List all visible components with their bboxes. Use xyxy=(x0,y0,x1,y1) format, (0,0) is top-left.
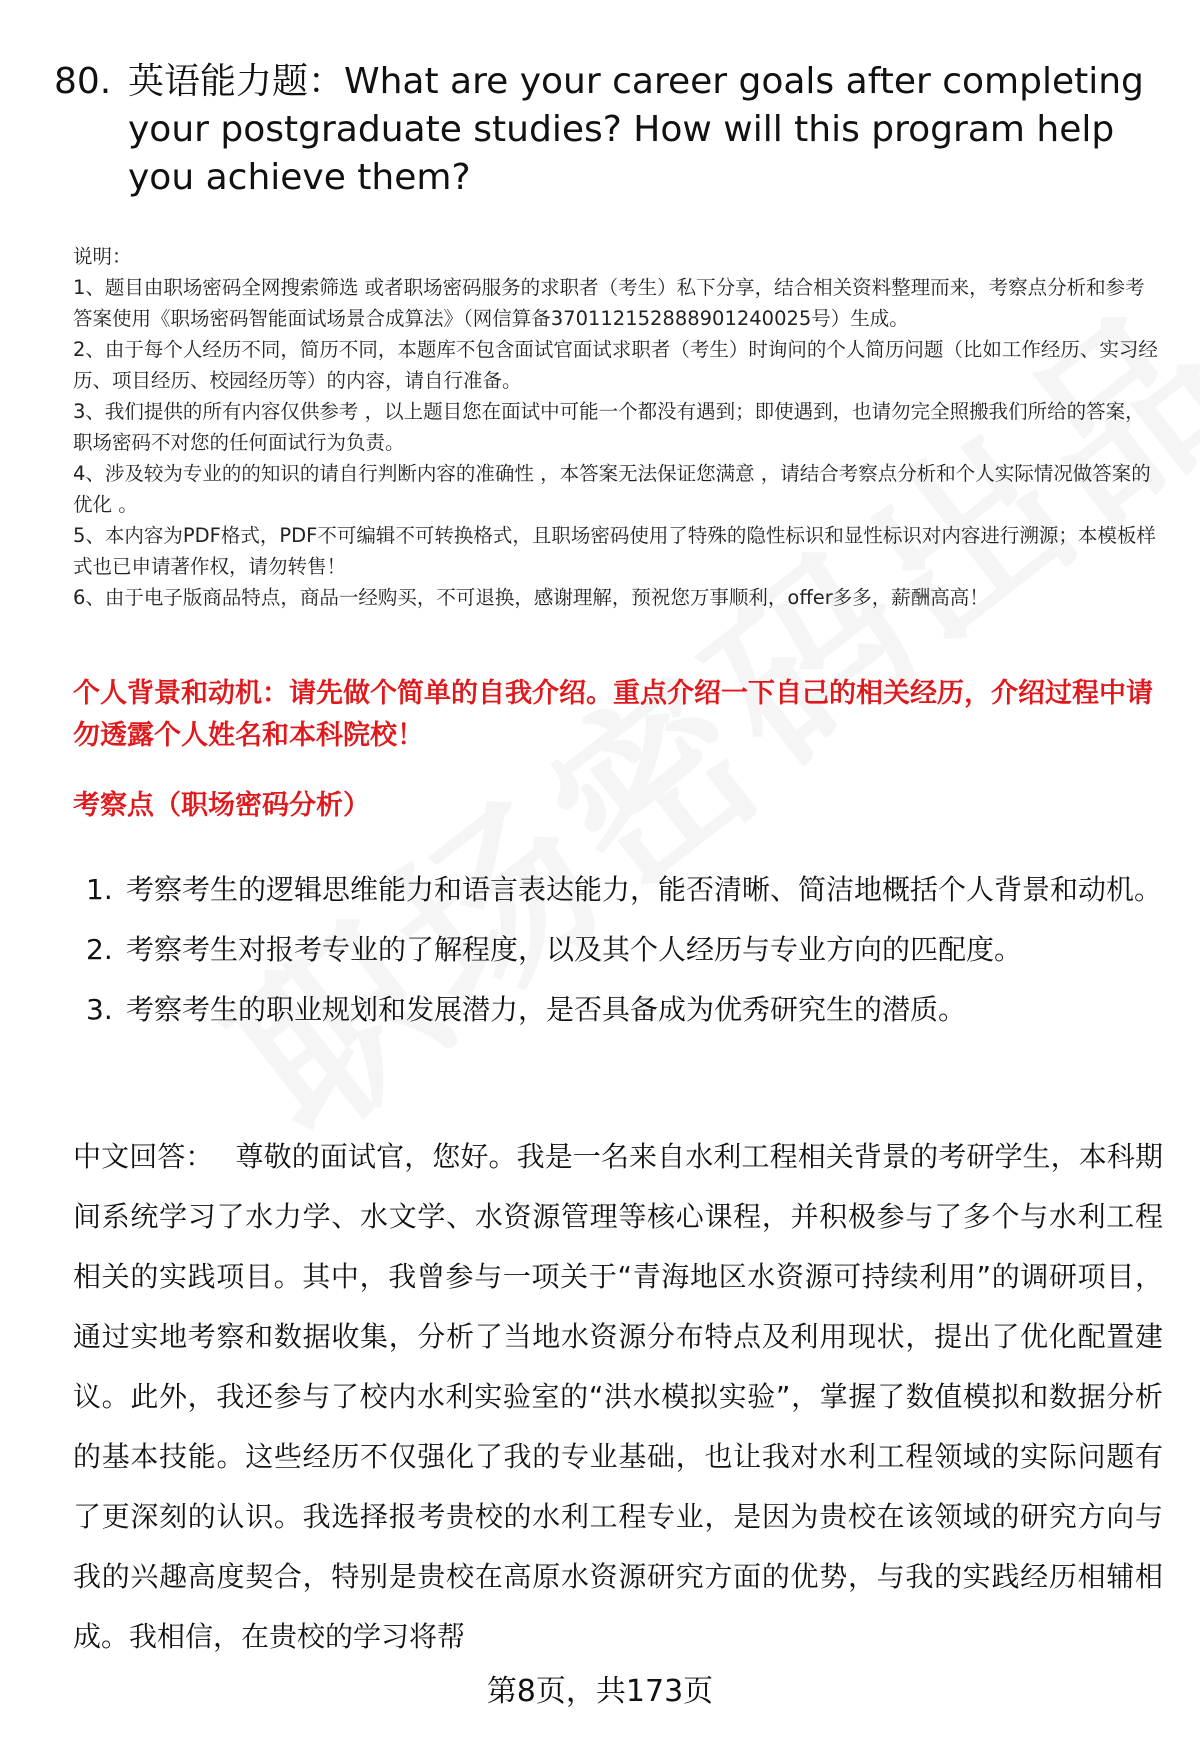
answer-text: 尊敬的面试官，您好。我是一名来自水利工程相关背景的考研学生，本科期间系统学习了水力学、水文学、水资源管理等核心课程，并积极参与了多个与水利工程相关的实践项目。其中，我曾参与一项关于“青海地区水资源可持续利用”的调研项目，通过实地考察和数据收集，分析了当地水资源分布特点及利用现状，提出了优化配置建议。此外，我还参与了校内水利实验室的“洪水模拟实验”，掌握了数值模拟和数据分析的基本技能。这些经历不仅强化了我的专业基础，也让我对水利工程领域的实际问题有了更深刻的认识。我选择报考贵校的水利工程专业，是因为贵校在该领域的研究方向与我的兴趣高度契合，特别是贵校在高原水资源研究方面的优势，与我的实践经历相辅相成。我相信，在贵校的学习将帮 xyxy=(73,1140,1163,1653)
point-number: 1. xyxy=(86,873,113,906)
note-item: 4、涉及较为专业的的知识的请自行判断内容的准确性 ，本答案无法保证您满意 ，请结合考察点分析和个人实际情况做答案的优化 。 xyxy=(73,462,1151,516)
notes-block xyxy=(73,241,1163,613)
point-text: 考察考生对报考专业的了解程度，以及其个人经历与专业方向的匹配度。 xyxy=(126,933,1023,966)
point-text: 考察考生的逻辑思维能力和语言表达能力，能否清晰、简洁地概括个人背景和动机。 xyxy=(126,873,1163,906)
note-item: 6、由于电子版商品特点，商品一经购买，不可退换，感谢理解，预祝您万事顺利，offer多多，薪酬高高！ xyxy=(73,586,989,609)
sub-question: 个人背景和动机：请先做个简单的自我介绍。重点介绍一下自己的相关经历，介绍过程中请勿透露个人姓名和本科院校！ xyxy=(73,678,1153,751)
point-number: 2. xyxy=(86,933,113,966)
notes-heading: 说明： xyxy=(73,245,132,268)
note-item: 3、我们提供的所有内容仅供参考 ，以上题目您在面试中可能一个都没有遇到；即使遇到，也请勿完全照搬我们所给的答案，职场密码不对您的任何面试行为负责。 xyxy=(73,400,1145,454)
analysis-point xyxy=(86,922,1166,978)
note-item: 2、由于每个人经历不同，简历不同，本题库不包含面试官面试求职者（考生）时询问的个人简历问题（比如工作经历、实习经历、项目经历、校园经历等）的内容，请自行准备。 xyxy=(73,338,1158,392)
analysis-points xyxy=(86,862,1166,1042)
note-item: 1、题目由职场密码全网搜索筛选 或者职场密码服务的求职者（考生）私下分享，结合相关资料整理而来，考察点分析和参考答案使用《职场密码智能面试场景合成算法》（网信算备370112152888901240025号）生成。 xyxy=(73,276,1145,330)
question-text: 英语能力题：What are your career goals after completing your postgraduate studies? How will this program help you achieve them? xyxy=(128,61,1144,198)
analysis-point xyxy=(86,862,1166,918)
point-text: 考察考生的职业规划和发展潜力，是否具备成为优秀研究生的潜质。 xyxy=(126,993,967,1026)
page-footer: 第8页，共173页 xyxy=(486,1674,714,1709)
analysis-point xyxy=(86,982,1166,1038)
point-number: 3. xyxy=(86,993,113,1026)
question-title xyxy=(54,58,1164,202)
note-item: 5、本内容为PDF格式，PDF不可编辑不可转换格式，且职场密码使用了特殊的隐性标识和显性标识对内容进行溯源；本模板样式也已申请著作权，请勿转售！ xyxy=(73,524,1156,578)
answer-label: 中文回答： xyxy=(73,1140,214,1173)
answer-block xyxy=(73,1127,1163,1667)
question-number: 80. xyxy=(54,61,112,102)
analysis-heading: 考察点（职场密码分析） xyxy=(73,790,370,821)
